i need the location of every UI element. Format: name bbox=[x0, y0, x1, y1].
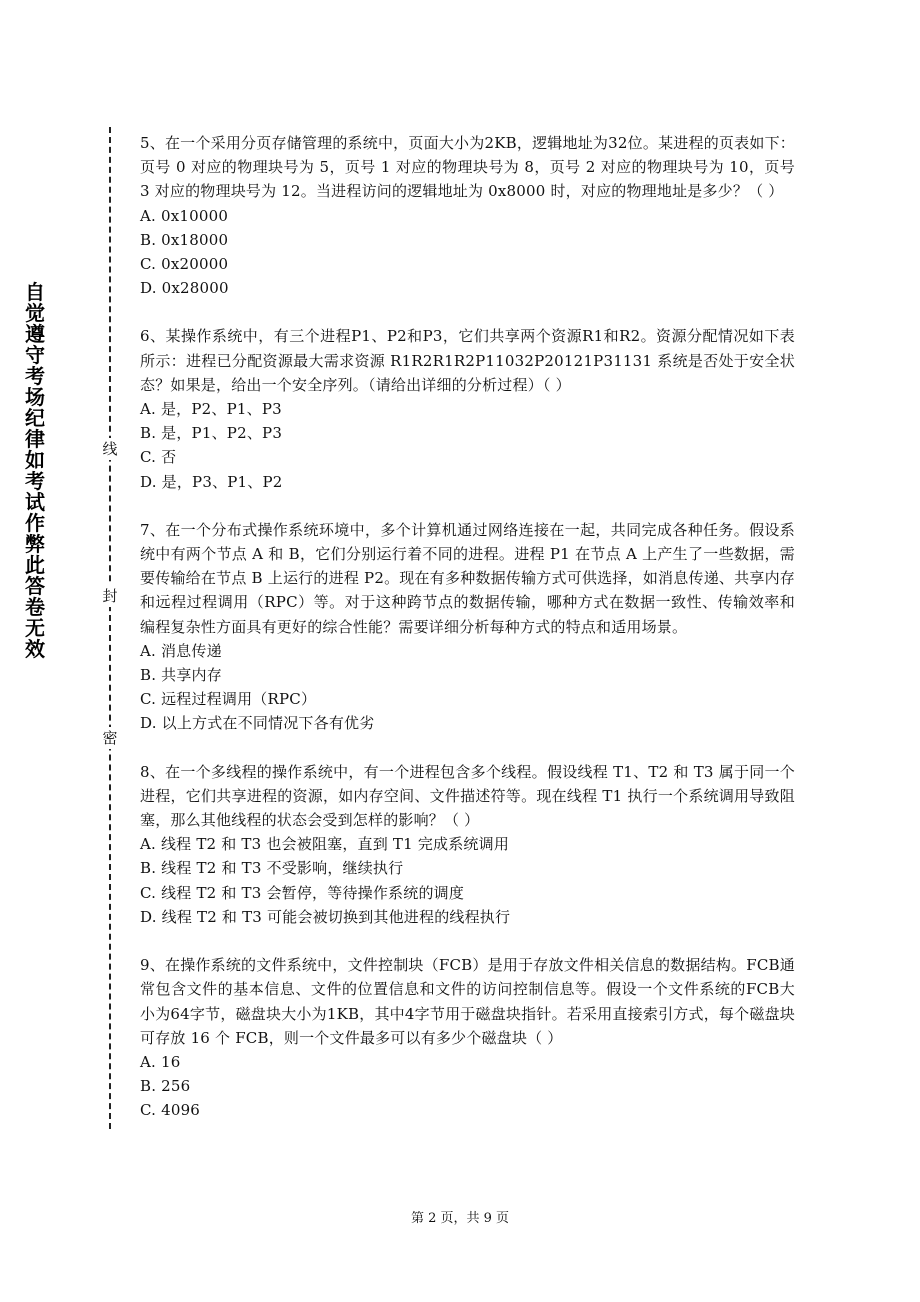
option-c: C. 线程 T2 和 T3 会暂停，等待操作系统的调度 bbox=[140, 883, 465, 902]
question-list bbox=[140, 131, 795, 1147]
question-text: 5、在一个采用分页存储管理的系统中，页面大小为2KB，逻辑地址为32位。某进程的页表如下：页号 0 对应的物理块号为 5，页号 1 对应的物理块号为 8，页号 2 对应的物理块号为 10，页号 3 对应的物理块号为 12。当进程访问的逻辑地址为 0x8000 时，对应的物理地址是多少？（ ） bbox=[140, 134, 795, 201]
option-a: A. 16 bbox=[140, 1052, 181, 1071]
binding-mark-seal: 封 bbox=[100, 585, 120, 607]
question-8 bbox=[140, 760, 795, 929]
question-7 bbox=[140, 518, 795, 736]
option-a: A. 消息传递 bbox=[140, 641, 222, 660]
page-footer: 第 2 页，共 9 页 bbox=[410, 1211, 510, 1226]
option-c: C. 远程过程调用（RPC） bbox=[140, 690, 317, 709]
option-b: B. 256 bbox=[140, 1077, 191, 1096]
option-b: B. 共享内存 bbox=[140, 666, 222, 685]
option-c: C. 4096 bbox=[140, 1101, 201, 1120]
option-c: C. 0x20000 bbox=[140, 255, 229, 274]
option-b: B. 0x18000 bbox=[140, 230, 229, 249]
option-b: B. 线程 T2 和 T3 不受影响，继续执行 bbox=[140, 859, 404, 878]
option-a: A. 是，P2、P1、P3 bbox=[140, 400, 282, 419]
question-text: 7、在一个分布式操作系统环境中，多个计算机通过网络连接在一起，共同完成各种任务。假设系统中有两个节点 A 和 B，它们分别运行着不同的进程。进程 P1 在节点 A 上产生了一些数据，需要传输给在节点 B 上运行的进程 P2。现在有多种数据传输方式可供选择，如消息传递、共享内存和远程过程调用（RPC）等。对于这种跨节点的数据传输，哪种方式在数据一致性、传输效率和编程复杂性方面具有更好的综合性能？需要详细分析每种方式的特点和适用场景。 bbox=[140, 520, 795, 636]
binding-mark-secret: 密 bbox=[100, 727, 120, 749]
option-a: A. 0x10000 bbox=[140, 206, 229, 225]
question-6 bbox=[140, 324, 795, 493]
option-d: D. 是，P3、P1、P2 bbox=[140, 472, 283, 491]
binding-dashed-line bbox=[109, 127, 111, 1129]
question-text: 8、在一个多线程的操作系统中，有一个进程包含多个线程。假设线程 T1、T2 和 T3 属于同一个进程，它们共享进程的资源，如内存空间、文件描述符等。现在线程 T1 执行一个系统调用导致阻塞，那么其他线程的状态会受到怎样的影响？（ ） bbox=[140, 762, 795, 830]
exam-discipline-notice: 自觉遵守考场纪律如考试作弊此答卷无效 bbox=[25, 280, 45, 661]
option-b: B. 是，P1、P2、P3 bbox=[140, 424, 283, 443]
binding-mark-line: 线 bbox=[100, 438, 120, 460]
question-text: 9、在操作系统的文件系统中，文件控制块（FCB）是用于存放文件相关信息的数据结构。FCB通常包含文件的基本信息、文件的位置信息和文件的访问控制信息等。假设一个文件系统的FCB大小为64字节，磁盘块大小为1KB，其中4字节用于磁盘块指针。若采用直接索引方式，每个磁盘块可存放 16 个 FCB，则一个文件最多可以有多少个磁盘块（ ） bbox=[140, 956, 795, 1047]
option-d: D. 线程 T2 和 T3 可能会被切换到其他进程的线程执行 bbox=[140, 907, 511, 926]
question-5 bbox=[140, 131, 795, 300]
option-d: D. 0x28000 bbox=[140, 279, 229, 298]
option-c: C. 否 bbox=[140, 448, 177, 467]
question-text: 6、某操作系统中，有三个进程P1、P2和P3，它们共享两个资源R1和R2。资源分配情况如下表所示：进程已分配资源最大需求资源 R1R2R1R2P11032P20121P31131 系统是否处于安全状态？如果是，给出一个安全序列。（请给出详细的分析过程）（ ） bbox=[140, 327, 795, 394]
option-d: D. 以上方式在不同情况下各有优劣 bbox=[140, 714, 375, 733]
option-a: A. 线程 T2 和 T3 也会被阻塞，直到 T1 完成系统调用 bbox=[140, 835, 510, 854]
question-9 bbox=[140, 953, 795, 1122]
